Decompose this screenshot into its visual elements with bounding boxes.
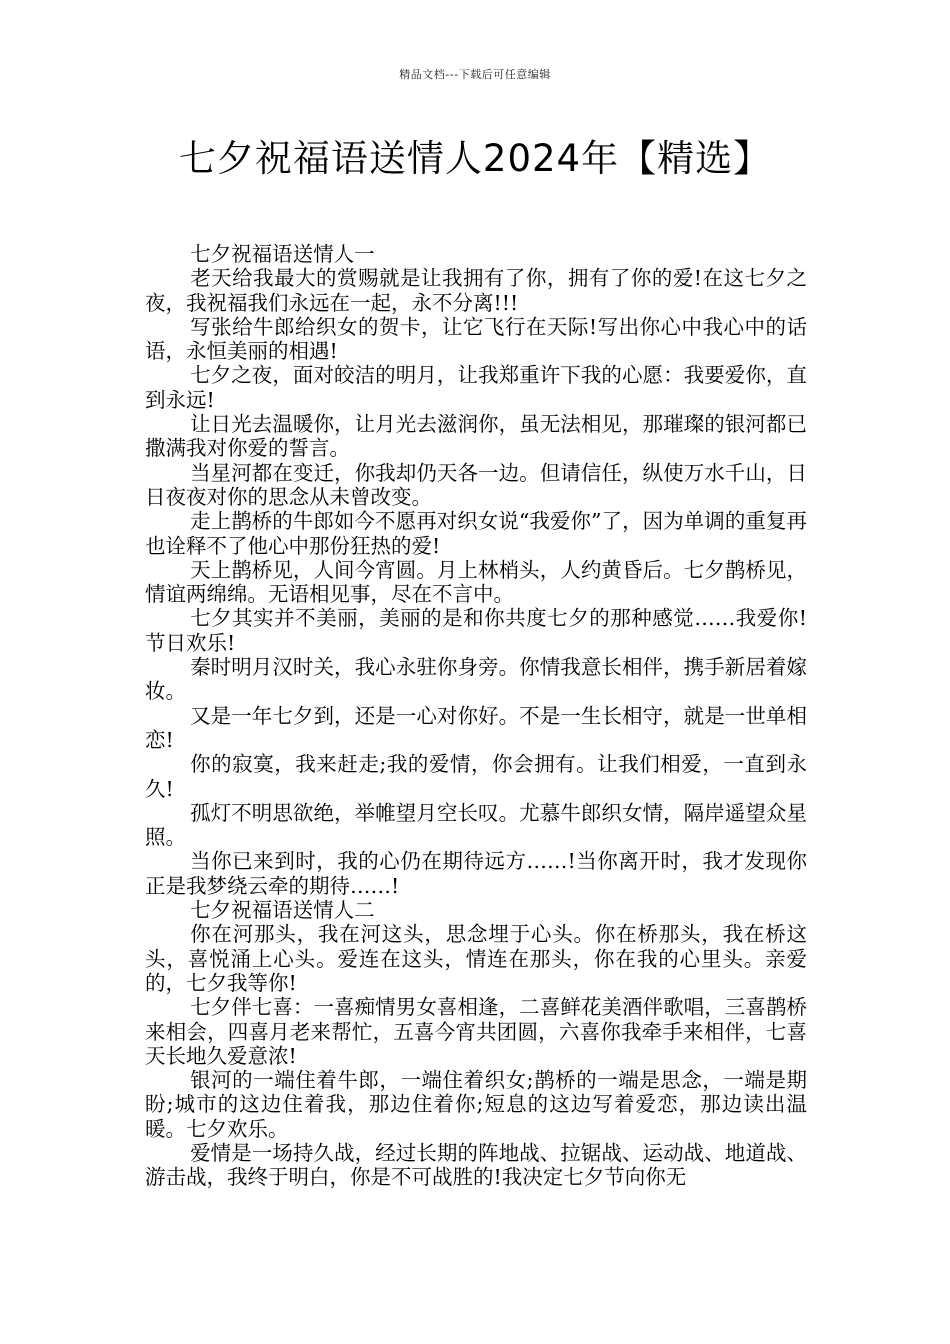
body-paragraph: 孤灯不明思欲绝，举帷望月空长叹。尤慕牛郎织女情，隔岸遥望众星照。	[145, 800, 807, 850]
body-paragraph: 七夕之夜，面对皎洁的明月，让我郑重许下我的心愿：我要爱你，直到永远!	[145, 363, 807, 412]
body-paragraph: 老天给我最大的赏赐就是让我拥有了你，拥有了你的爱!在这七夕之夜，我祝福我们永远在一起，永不分离!!!	[145, 266, 807, 315]
body-paragraph: 爱情是一场持久战，经过长期的阵地战、拉锯战、运动战、地道战、游击战，我终于明白，你是不可战胜的!我决定七夕节向你无	[145, 1140, 807, 1190]
body-paragraph: 你在河那头，我在河这头，思念埋于心头。你在桥那头，我在桥这头，喜悦涌上心头。爱连在这头，情连在那头，你在我的心里头。亲爱的，七夕我等你!	[145, 922, 807, 995]
body-paragraph: 七夕伴七喜：一喜痴情男女喜相逢，二喜鲜花美酒伴歌唱，三喜鹊桥来相会，四喜月老来帮忙，五喜今宵共团圆，六喜你我牵手来相伴，七喜天长地久爱意浓!	[145, 995, 807, 1068]
body-paragraph: 天上鹊桥见，人间今宵圆。月上林梢头，人约黄昏后。七夕鹊桥见，情谊两绵绵。无语相见事，尽在不言中。	[145, 557, 807, 607]
document-title: 七夕祝福语送情人2024年【精选】	[178, 137, 772, 180]
body-paragraph: 当星河都在变迁，你我却仍天各一边。但请信任，纵使万水千山，日日夜夜对你的思念从未曾改变。	[145, 460, 807, 509]
body-paragraph: 银河的一端住着牛郎，一端住着织女;鹊桥的一端是思念，一端是期盼;城市的这边住着我，那边住着你;短息的这边写着爱恋，那边读出温暖。七夕欢乐。	[145, 1068, 807, 1141]
section-heading: 七夕祝福语送情人二	[190, 898, 375, 923]
body-paragraph: 让日光去温暖你，让月光去滋润你，虽无法相见，那璀璨的银河都已撒满我对你爱的誓言。	[145, 412, 807, 461]
body-paragraph: 写张给牛郎给织女的贺卡，让它飞行在天际!写出你心中我心中的话语，永恒美丽的相遇!	[145, 314, 807, 364]
body-paragraph: 你的寂寞，我来赶走;我的爱情，你会拥有。让我们相爱，一直到永久!	[145, 752, 807, 801]
body-paragraph: 当你已来到时，我的心仍在期待远方……!当你离开时，我才发现你正是我梦绕云牵的期待……!	[145, 849, 807, 898]
body-paragraph: 七夕其实并不美丽，美丽的是和你共度七夕的那种感觉……我爱你!节日欢乐!	[145, 606, 807, 655]
section-heading: 七夕祝福语送情人一	[190, 242, 375, 266]
body-paragraph: 走上鹊桥的牛郎如今不愿再对织女说“我爱你”了，因为单调的重复再也诠释不了他心中那份狂热的爱!	[145, 509, 807, 558]
page-header-note: 精品文档---下载后可任意编辑	[399, 68, 551, 81]
document-body	[145, 242, 807, 1190]
body-paragraph: 又是一年七夕到，还是一心对你好。不是一生长相守，就是一世单相恋!	[145, 703, 807, 752]
body-paragraph: 秦时明月汉时关，我心永驻你身旁。你情我意长相伴，携手新居着嫁妆。	[145, 655, 807, 704]
